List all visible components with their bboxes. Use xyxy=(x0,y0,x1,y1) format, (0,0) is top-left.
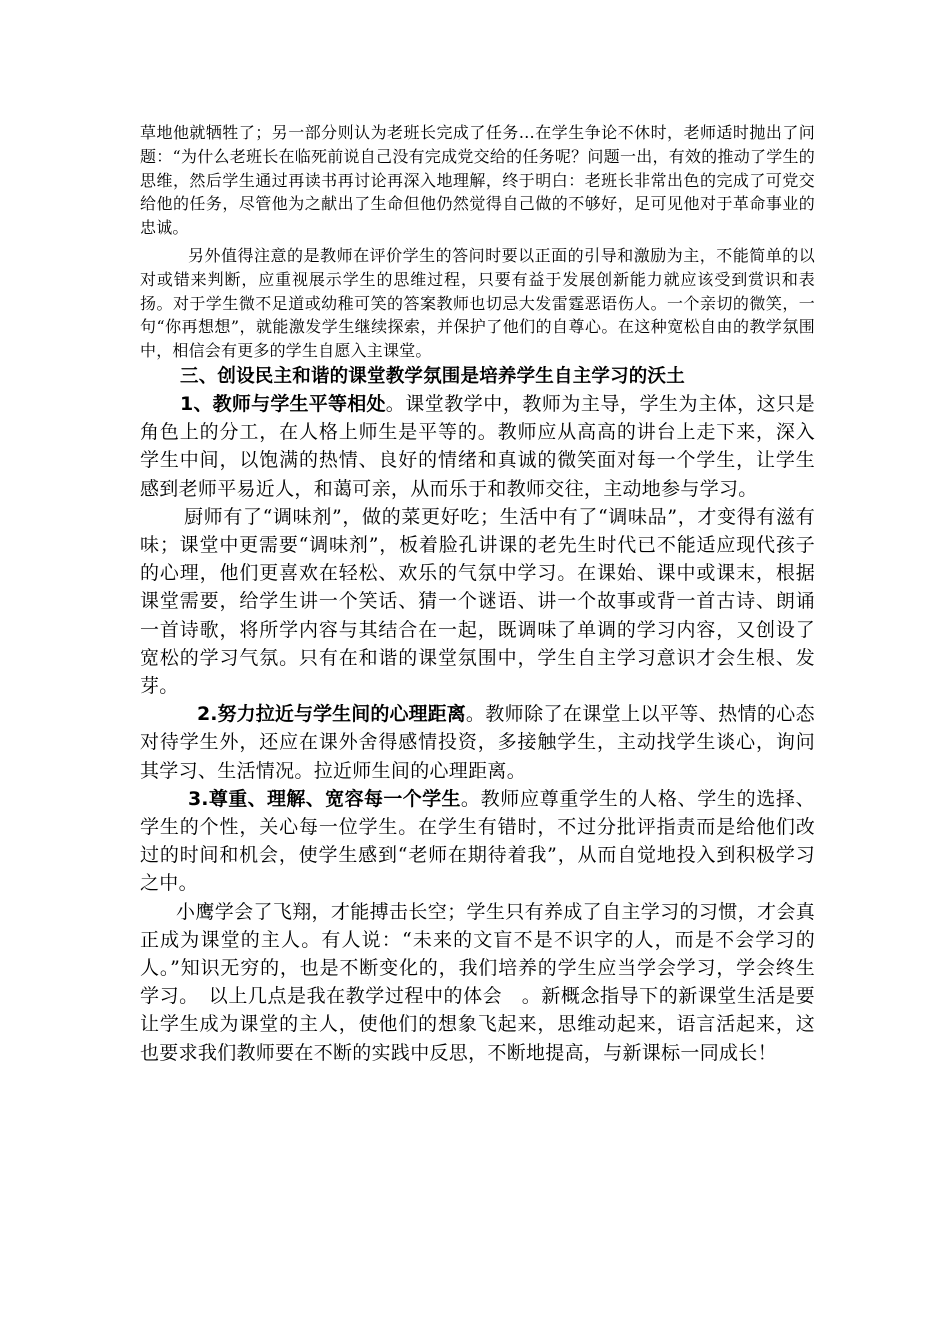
paragraph-item-1 xyxy=(140,390,815,503)
item-2-body: 。教师除了在课堂上以平等、热情的心态对待学生外，还应在课外舍得感情投资，多接触学生，主动找学生谈心，询问其学习、生活情况。拉近师生间的心理距离。 xyxy=(140,703,815,782)
paragraph-discussion: 草地他就牺牲了；另一部分则认为老班长完成了任务…在学生争论不休时，老师适时抛出了问题：“为什么老班长在临死前说自己没有完成党交给的任务呢？问题一出，有效的推动了学生的思维，然后学生通过再读书再讨论再深入地理解，终于明白：老班长非常出色的完成了可党交给他的任务，尽管他为之献出了生命但他仍然觉得自己做的不够好，足可见他对于革命事业的忠诚。 xyxy=(140,123,815,238)
item-1-lead: 1、教师与学生平等相处 xyxy=(180,392,386,415)
paragraph-conclusion: 小鹰学会了飞翔，才能搏击长空；学生只有养成了自主学习的习惯，才会真正成为课堂的主人。有人说：“未来的文盲不是不识字的人，而是不会学习的人。”知识无穷的，也是不断变化的，我们培养的学生应当学会学习，学会终生学习。 以上几点是我在教学过程中的体会 。新概念指导下的新课堂生活是要让学生成为课堂的主人，使他们的想象飞起来，思维动起来，语言活起来，这也要求我们教师要在不断的实践中反思，不断地提高，与新课标一同成长！ xyxy=(140,900,815,1064)
section-heading: 三、创设民主和谐的课堂教学氛围是培养学生自主学习的沃土 xyxy=(180,365,685,387)
item-3-lead: 3.尊重、理解、宽容每一个学生 xyxy=(188,787,461,810)
paragraph-item-2 xyxy=(140,700,815,785)
paragraph-seasoning: 厨师有了“调味剂”，做的菜更好吃；生活中有了“调味品”，才变得有滋有味；课堂中更需要“调味剂”，板着脸孔讲课的老先生时代已不能适应现代孩子的心理，他们更喜欢在轻松、欢乐的气氛中学习。在课始、课中或课末，根据课堂需要，给学生讲一个笑话、猜一个谜语、讲一个故事或背一首古诗、朗诵一首诗歌，将所学内容与其结合在一起，既调味了单调的学习内容，又创设了宽松的学习气氛。只有在和谐的课堂氛围中，学生自主学习意识才会生根、发芽。 xyxy=(140,505,815,697)
item-2-lead: 2.努力拉近与学生间的心理距离 xyxy=(197,703,466,726)
item-3-body: 。教师应尊重学生的人格、学生的选择、学生的个性，关心每一位学生。在学生有错时，不过分批评指责而是给他们改过的时间和机会，使学生感到“老师在期待着我”，从而自觉地投入到积极学习之中。 xyxy=(140,787,815,895)
document-body xyxy=(140,121,815,1067)
item-1-body: 。课堂教学中，教师为主导，学生为主体，这只是角色上的分工，在人格上师生是平等的。教师应从高高的讲台上走下来，深入学生中间，以饱满的热情、良好的情绪和真诚的微笑面对每一个学生，让学生感到老师平易近人，和蔼可亲，从而乐于和教师交往，主动地参与学习。 xyxy=(140,392,815,500)
paragraph-item-3 xyxy=(140,785,815,898)
paragraph-evaluation: 另外值得注意的是教师在评价学生的答问时要以正面的引导和激励为主，不能简单的以对或错来判断，应重视展示学生的思维过程，只要有益于发展创新能力就应该受到赏识和表扬。对于学生微不足道或幼稚可笑的答案教师也切忌大发雷霆恶语伤人。一个亲切的微笑，一句“你再想想”，就能激发学生继续探索，并保护了他们的自尊心。在这种宽松自由的教学氛围中，相信会有更多的学生自愿入主课堂。 xyxy=(140,245,815,361)
